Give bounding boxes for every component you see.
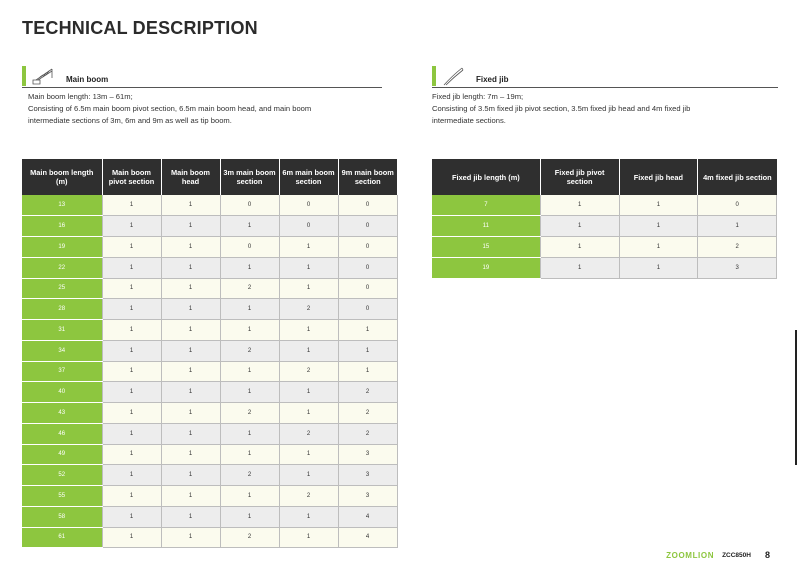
- length-cell: 13: [22, 195, 102, 216]
- accent-bar: [432, 66, 436, 86]
- count-cell: 1: [161, 278, 220, 299]
- fixed-jib-table: [432, 159, 777, 279]
- count-cell: 1: [220, 382, 279, 403]
- fixed-jib-description: [432, 91, 782, 127]
- count-cell: 1: [279, 382, 338, 403]
- brand-logo: ZOOMLION: [666, 550, 715, 560]
- count-cell: 0: [338, 299, 397, 320]
- count-cell: 1: [220, 444, 279, 465]
- column-header: 9m main boom section: [338, 159, 397, 195]
- count-cell: 1: [279, 320, 338, 341]
- table-row: [22, 403, 397, 424]
- main-boom-table: [22, 159, 398, 548]
- count-cell: 1: [161, 340, 220, 361]
- main-boom-icon: [30, 66, 56, 86]
- table-row: [22, 257, 397, 278]
- column-header: 3m main boom section: [220, 159, 279, 195]
- count-cell: 1: [102, 216, 161, 237]
- count-cell: 1: [220, 216, 279, 237]
- count-cell: 1: [102, 237, 161, 258]
- count-cell: 1: [279, 257, 338, 278]
- count-cell: 1: [279, 237, 338, 258]
- count-cell: 1: [279, 403, 338, 424]
- count-cell: 1: [102, 444, 161, 465]
- count-cell: 1: [338, 340, 397, 361]
- count-cell: 1: [102, 299, 161, 320]
- length-cell: 49: [22, 444, 102, 465]
- count-cell: 1: [102, 506, 161, 527]
- length-cell: 16: [22, 216, 102, 237]
- count-cell: 2: [220, 465, 279, 486]
- main-boom-text-line: Main boom length: 13m – 61m;: [28, 92, 133, 101]
- count-cell: 1: [338, 361, 397, 382]
- column-header: 4m fixed jib section: [698, 159, 777, 195]
- count-cell: 1: [102, 257, 161, 278]
- count-cell: 2: [698, 237, 777, 258]
- count-cell: 1: [161, 444, 220, 465]
- count-cell: 1: [220, 506, 279, 527]
- count-cell: 1: [540, 216, 619, 237]
- length-cell: 40: [22, 382, 102, 403]
- table-row: [22, 299, 397, 320]
- count-cell: 1: [279, 527, 338, 548]
- length-cell: 61: [22, 527, 102, 548]
- length-cell: 11: [432, 216, 540, 237]
- count-cell: 2: [220, 278, 279, 299]
- count-cell: 1: [161, 320, 220, 341]
- table-row: [22, 278, 397, 299]
- length-cell: 19: [432, 257, 540, 278]
- count-cell: 1: [619, 237, 698, 258]
- count-cell: 0: [279, 195, 338, 216]
- count-cell: 3: [698, 257, 777, 278]
- column-header: Main boom length (m): [22, 159, 102, 195]
- page-number: 8: [764, 550, 770, 560]
- count-cell: 1: [220, 486, 279, 507]
- count-cell: 3: [338, 486, 397, 507]
- count-cell: 2: [220, 527, 279, 548]
- count-cell: 3: [338, 444, 397, 465]
- table-row: [22, 195, 397, 216]
- count-cell: 1: [698, 216, 777, 237]
- count-cell: 1: [161, 237, 220, 258]
- table-row: [22, 527, 397, 548]
- length-cell: 15: [432, 237, 540, 258]
- count-cell: 1: [540, 237, 619, 258]
- count-cell: 0: [338, 278, 397, 299]
- count-cell: 0: [338, 195, 397, 216]
- table-row: [22, 486, 397, 507]
- column-header: Fixed jib head: [619, 159, 698, 195]
- length-cell: 22: [22, 257, 102, 278]
- count-cell: 1: [161, 382, 220, 403]
- fixed-jib-text-line: Consisting of 3.5m fixed jib pivot section, 3.5m fixed jib head and 4m fixed jib: [432, 104, 691, 113]
- length-cell: 58: [22, 506, 102, 527]
- column-header: Fixed jib pivot section: [540, 159, 619, 195]
- count-cell: 1: [279, 506, 338, 527]
- accent-bar: [22, 66, 26, 86]
- length-cell: 19: [22, 237, 102, 258]
- fixed-jib-icon: [440, 66, 466, 86]
- table-row: [22, 237, 397, 258]
- column-header: Main boom pivot section: [102, 159, 161, 195]
- count-cell: 1: [338, 320, 397, 341]
- table-row: [22, 216, 397, 237]
- count-cell: 1: [161, 257, 220, 278]
- table-row: [22, 444, 397, 465]
- footer: [666, 550, 770, 560]
- count-cell: 0: [338, 237, 397, 258]
- count-cell: 1: [161, 195, 220, 216]
- count-cell: 1: [161, 361, 220, 382]
- count-cell: 1: [161, 486, 220, 507]
- count-cell: 1: [220, 423, 279, 444]
- length-cell: 43: [22, 403, 102, 424]
- count-cell: 2: [338, 423, 397, 444]
- fixed-jib-rule: [432, 87, 778, 88]
- table-row: [22, 382, 397, 403]
- count-cell: 1: [102, 340, 161, 361]
- count-cell: 0: [338, 216, 397, 237]
- count-cell: 1: [161, 465, 220, 486]
- count-cell: 1: [161, 527, 220, 548]
- count-cell: 1: [102, 382, 161, 403]
- count-cell: 1: [102, 465, 161, 486]
- count-cell: 1: [161, 216, 220, 237]
- count-cell: 2: [279, 423, 338, 444]
- fixed-jib-title: Fixed jib: [476, 75, 509, 84]
- column-header: Main boom head: [161, 159, 220, 195]
- count-cell: 3: [338, 465, 397, 486]
- count-cell: 1: [540, 257, 619, 278]
- length-cell: 25: [22, 278, 102, 299]
- table-row: [432, 216, 777, 237]
- count-cell: 1: [619, 257, 698, 278]
- count-cell: 1: [220, 361, 279, 382]
- count-cell: 2: [220, 403, 279, 424]
- count-cell: 2: [279, 486, 338, 507]
- count-cell: 1: [161, 506, 220, 527]
- count-cell: 1: [102, 527, 161, 548]
- length-cell: 55: [22, 486, 102, 507]
- count-cell: 0: [338, 257, 397, 278]
- count-cell: 1: [279, 278, 338, 299]
- count-cell: 2: [279, 299, 338, 320]
- column-header: Fixed jib length (m): [432, 159, 540, 195]
- main-boom-rule: [22, 87, 382, 88]
- count-cell: 0: [279, 216, 338, 237]
- count-cell: 2: [338, 403, 397, 424]
- length-cell: 52: [22, 465, 102, 486]
- count-cell: 0: [220, 237, 279, 258]
- count-cell: 1: [279, 340, 338, 361]
- count-cell: 1: [279, 465, 338, 486]
- count-cell: 1: [220, 257, 279, 278]
- page-edge-line: [795, 330, 797, 465]
- length-cell: 34: [22, 340, 102, 361]
- table-row: [432, 257, 777, 278]
- count-cell: 1: [102, 361, 161, 382]
- table-row: [22, 320, 397, 341]
- page-title: TECHNICAL DESCRIPTION: [22, 18, 258, 38]
- table-row: [22, 465, 397, 486]
- count-cell: 1: [102, 320, 161, 341]
- count-cell: 0: [220, 195, 279, 216]
- table-row: [432, 195, 777, 216]
- count-cell: 1: [540, 195, 619, 216]
- count-cell: 1: [619, 216, 698, 237]
- length-cell: 7: [432, 195, 540, 216]
- fixed-jib-text-line: intermediate sections.: [432, 116, 506, 125]
- count-cell: 1: [102, 486, 161, 507]
- table-row: [22, 340, 397, 361]
- main-boom-text-line: intermediate sections of 3m, 6m and 9m as well as tip boom.: [28, 116, 232, 125]
- length-cell: 37: [22, 361, 102, 382]
- count-cell: 1: [102, 278, 161, 299]
- fixed-jib-section-header: [432, 64, 508, 86]
- count-cell: 2: [338, 382, 397, 403]
- table-row: [432, 237, 777, 258]
- model-name: ZCC850H: [722, 551, 751, 559]
- table-row: [22, 423, 397, 444]
- main-boom-section-header: [22, 64, 108, 86]
- count-cell: 4: [338, 527, 397, 548]
- count-cell: 1: [619, 195, 698, 216]
- fixed-jib-header-row: [432, 159, 777, 195]
- length-cell: 31: [22, 320, 102, 341]
- count-cell: 1: [161, 423, 220, 444]
- count-cell: 1: [220, 299, 279, 320]
- main-boom-title: Main boom: [66, 75, 109, 84]
- count-cell: 2: [279, 361, 338, 382]
- count-cell: 1: [102, 403, 161, 424]
- count-cell: 1: [102, 423, 161, 444]
- count-cell: 1: [102, 195, 161, 216]
- column-header: 6m main boom section: [279, 159, 338, 195]
- count-cell: 1: [161, 403, 220, 424]
- main-boom-header-row: [22, 159, 397, 195]
- count-cell: 1: [279, 444, 338, 465]
- length-cell: 46: [22, 423, 102, 444]
- count-cell: 4: [338, 506, 397, 527]
- fixed-jib-text-line: Fixed jib length: 7m – 19m;: [432, 92, 524, 101]
- count-cell: 1: [161, 299, 220, 320]
- table-row: [22, 506, 397, 527]
- count-cell: 2: [220, 340, 279, 361]
- count-cell: 1: [220, 320, 279, 341]
- main-boom-text-line: Consisting of 6.5m main boom pivot section, 6.5m main boom head, and main boom: [28, 104, 312, 113]
- length-cell: 28: [22, 299, 102, 320]
- count-cell: 0: [698, 195, 777, 216]
- main-boom-description: [28, 91, 388, 127]
- table-row: [22, 361, 397, 382]
